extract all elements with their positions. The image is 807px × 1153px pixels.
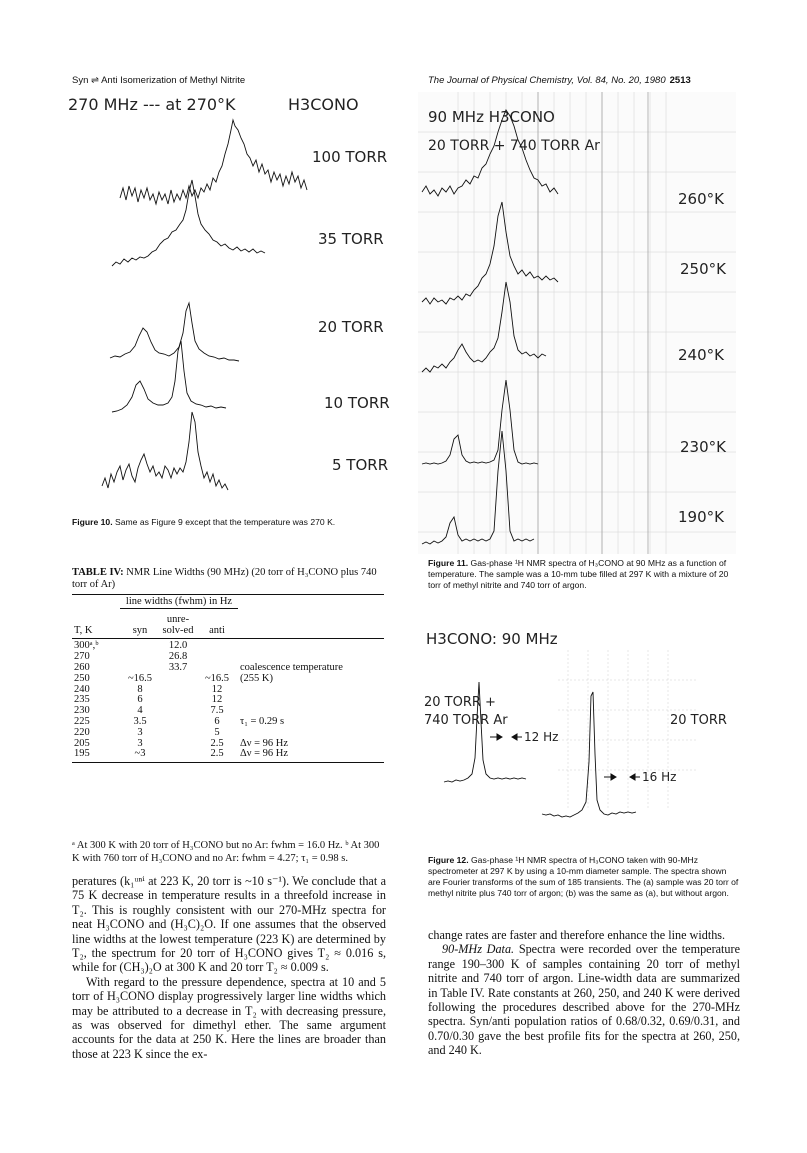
table-row bbox=[72, 739, 384, 750]
table-cell-anti: 2.5 bbox=[210, 748, 224, 760]
figure-11-temp-240: 240°K bbox=[678, 346, 724, 364]
table-cell-anti: 5 bbox=[214, 726, 220, 738]
table-cell-syn bbox=[120, 652, 160, 663]
table-cell-T: 250 bbox=[74, 672, 90, 684]
table-4-col-anti: anti bbox=[196, 608, 238, 639]
figure-11-sample: 20 TORR + 740 TORR Ar bbox=[428, 138, 600, 154]
figure-12-label-a-line1: 20 TORR + bbox=[424, 695, 496, 710]
right-column-text bbox=[428, 928, 740, 1058]
table-cell-T: 260 bbox=[74, 661, 90, 673]
table-cell-note bbox=[238, 639, 384, 652]
figure-11-caption-text: Gas-phase ¹H NMR spectra of H₃CONO at 90 MHz as a function of temperature. The sample was a 10-mm tube filled at 297 K with a mixture of 20 torr of methyl nitrite and 740 torr of argon. bbox=[428, 558, 729, 590]
table-cell-unres bbox=[160, 706, 196, 717]
figure-10-label-10-torr: 10 TORR bbox=[324, 394, 390, 412]
figure-11-temp-230: 230°K bbox=[680, 438, 726, 456]
table-row bbox=[72, 685, 384, 696]
figure-12-width-b: 16 Hz bbox=[642, 770, 677, 784]
table-cell-unres: 12.0 bbox=[168, 640, 188, 652]
page-number: 2513 bbox=[669, 75, 691, 86]
table-cell-note: Δν = 96 Hz bbox=[240, 737, 289, 749]
table-cell-anti: 6 bbox=[214, 715, 220, 727]
table-cell-anti: 12 bbox=[211, 694, 223, 706]
table-4-col-T: T, K bbox=[72, 608, 120, 639]
right-paragraph-2-text: Spectra were recorded over the temperature range 190–300 K of samples containing 20 torr of methyl nitrite and 740 torr of argon. Line-width data are summarized in Table IV. Rate constants at 260, 250, and 240 K were derived following the procedures described above for the 270-MHz spectra. Syn/anti population ratios of 0.68/0.32, 0.69/0.31, and 0.70/0.30 gave the best profile fits for the spectra at 260, 250, and 240 K. bbox=[428, 942, 740, 1058]
table-row bbox=[72, 695, 384, 706]
figure-12-label-a-line2: 740 TORR Ar bbox=[424, 713, 508, 728]
table-4-group-header: line widths (fwhm) in Hz bbox=[120, 595, 238, 608]
running-header-journal bbox=[428, 75, 691, 86]
right-paragraph-1: change rates are faster and therefore enhance the line widths. bbox=[428, 928, 726, 942]
figure-12-title: H3CONO: 90 MHz bbox=[426, 630, 558, 648]
table-4-grid bbox=[72, 595, 384, 762]
table-cell-T: 205 bbox=[74, 737, 90, 749]
table-cell-anti bbox=[196, 652, 238, 663]
table-cell-unres bbox=[160, 728, 196, 739]
table-cell-unres bbox=[160, 717, 196, 728]
figure-12-caption-label: Figure 12. bbox=[428, 855, 469, 865]
table-cell-syn: ~3 bbox=[134, 748, 146, 760]
table-cell-note bbox=[238, 695, 384, 706]
figure-12-width-a: 12 Hz bbox=[524, 730, 559, 744]
running-header-title: Syn ⇌ Anti Isomerization of Methyl Nitrite bbox=[72, 75, 246, 86]
table-cell-syn: 3 bbox=[137, 726, 143, 738]
table-4-footnote: ᵃ At 300 K with 20 torr of H₃CONO but no Ar: fwhm = 16.0 Hz. ᵇ At 300 K with 760 torr of H₃CONO and no Ar: fwhm = 4.27; τ₁ = 0.98 s. bbox=[72, 840, 380, 864]
table-row bbox=[72, 706, 384, 717]
table-cell-note: Δν = 96 Hz bbox=[240, 748, 289, 760]
table-row bbox=[72, 717, 384, 728]
table-cell-T: 195 bbox=[74, 748, 90, 760]
figure-10-caption-text: Same as Figure 9 except that the temperature was 270 K. bbox=[114, 517, 336, 527]
table-cell-unres bbox=[160, 749, 196, 762]
figure-10-compound: H3CONO bbox=[288, 95, 359, 114]
figure-10-label-35-torr: 35 TORR bbox=[318, 230, 384, 248]
table-cell-syn: 4 bbox=[137, 705, 143, 717]
table-4 bbox=[72, 594, 384, 763]
figure-11-caption bbox=[428, 558, 740, 591]
table-cell-T: 240 bbox=[74, 683, 90, 695]
table-4-label: TABLE IV: bbox=[72, 567, 124, 578]
table-cell-note: (255 K) bbox=[240, 672, 273, 684]
figure-10 bbox=[62, 88, 397, 508]
table-row bbox=[72, 749, 384, 762]
table-cell-anti bbox=[196, 639, 238, 652]
left-paragraph-1: peratures (k₁ᵘⁿⁱ at 223 K, 20 torr is ~10 s⁻¹). We conclude that a 75 K decrease in temperature results in a threefold increase in T₂. This is roughly consistent with our 270-MHz spectra for neat H₃CONO and (H₃C)₂O. If one assumes that the observed line widths at the lowest temperature (223 K) are determined by T₂, the spectrum for 20 torr of H₃CONO gives T₂ ≈ 0.016 s, while for (CH₃)₂O at 300 K and 20 torr T₂ ≈ 0.009 s. bbox=[72, 874, 386, 975]
table-cell-note bbox=[238, 685, 384, 696]
table-4-title bbox=[72, 567, 392, 591]
table-cell-note: coalescence temperature bbox=[240, 661, 343, 673]
table-cell-T: 270 bbox=[74, 651, 90, 663]
table-cell-syn: 3 bbox=[137, 737, 143, 749]
spectrum-5-torr bbox=[102, 412, 228, 490]
figure-10-caption bbox=[72, 517, 392, 528]
figure-10-label-20-torr: 20 TORR bbox=[318, 318, 384, 336]
right-paragraph-2-lead: 90-MHz Data. bbox=[442, 942, 515, 957]
table-4-title-text: NMR Line Widths (90 MHz) (20 torr of H₃CONO plus 740 torr of Ar) bbox=[72, 567, 377, 590]
table-4-col-unresolved: unre-solv-ed bbox=[160, 608, 196, 639]
table-cell-T: 300ᵃ,ᵇ bbox=[74, 640, 99, 652]
figure-11-caption-label: Figure 11. bbox=[428, 558, 469, 568]
spectrum-b-without-argon bbox=[542, 692, 636, 817]
figure-11-temp-190: 190°K bbox=[678, 508, 724, 526]
figure-11-temp-260: 260°K bbox=[678, 190, 724, 208]
figure-10-title: 270 MHz --- at 270°K bbox=[68, 95, 236, 114]
table-cell-syn bbox=[120, 639, 160, 652]
table-cell-T: 225 bbox=[74, 715, 90, 727]
figure-10-label-100-torr: 100 TORR bbox=[312, 148, 388, 166]
figure-12-caption-text: Gas-phase ¹H NMR spectra of H₃CONO taken with 90-MHz spectrometer at 297 K by using a 10-mm diameter sample. The spectra shown are Fourier transforms of the sum of 185 transients. The (a) sample was 20 torr of methyl nitrite plus 740 torr of argon; (b) was the same as (a), but without argon. bbox=[428, 855, 739, 898]
right-paragraph-2 bbox=[428, 942, 740, 1057]
table-cell-T: 235 bbox=[74, 694, 90, 706]
table-row bbox=[72, 728, 384, 739]
figure-10-caption-label: Figure 10. bbox=[72, 517, 113, 527]
table-cell-unres bbox=[160, 695, 196, 706]
table-cell-note bbox=[238, 728, 384, 739]
table-cell-syn: 3.5 bbox=[133, 715, 147, 727]
table-row bbox=[72, 674, 384, 685]
table-cell-T: 220 bbox=[74, 726, 90, 738]
spectrum-10-torr bbox=[112, 341, 226, 412]
journal-citation: The Journal of Physical Chemistry, Vol. 84, No. 20, 1980 bbox=[428, 75, 666, 86]
table-cell-unres: 26.8 bbox=[168, 651, 188, 663]
left-column-text bbox=[72, 874, 386, 1061]
table-cell-syn: 8 bbox=[137, 683, 143, 695]
table-cell-anti: 2.5 bbox=[210, 737, 224, 749]
table-cell-unres: 33.7 bbox=[168, 661, 188, 673]
table-cell-T: 230 bbox=[74, 705, 90, 717]
spectrum-20-torr bbox=[110, 303, 239, 361]
spectrum-35-torr bbox=[112, 180, 265, 266]
table-cell-note: τ₁ = 0.29 s bbox=[240, 715, 285, 727]
spectrum-100-torr bbox=[120, 120, 307, 204]
figure-12 bbox=[418, 620, 736, 840]
table-cell-unres bbox=[160, 674, 196, 685]
table-cell-unres bbox=[160, 739, 196, 750]
table-4-col-syn: syn bbox=[120, 608, 160, 639]
table-cell-anti: 12 bbox=[211, 683, 223, 695]
table-cell-syn: 6 bbox=[137, 694, 143, 706]
table-cell-unres bbox=[160, 685, 196, 696]
table-cell-syn: ~16.5 bbox=[127, 672, 153, 684]
table-cell-anti: ~16.5 bbox=[204, 672, 230, 684]
figure-12-caption bbox=[428, 855, 740, 899]
table-4-body bbox=[72, 639, 384, 762]
left-paragraph-2: With regard to the pressure dependence, spectra at 10 and 5 torr of H₃CONO display progressively larger line widths which may be attributed to a decrease in T₂ with decreasing pressure, as was observed for dimethyl ether. The same argument accounts for the data at 250 K. Here the lines are broader than those at 223 K since the ex- bbox=[72, 974, 386, 1061]
table-cell-anti: 7.5 bbox=[210, 705, 224, 717]
table-row bbox=[72, 639, 384, 652]
figure-11-temp-250: 250°K bbox=[680, 260, 726, 278]
figure-10-label-5-torr: 5 TORR bbox=[332, 456, 389, 474]
figure-12-label-b: 20 TORR bbox=[670, 713, 727, 728]
figure-12-grid bbox=[558, 650, 698, 810]
figure-11-title: 90 MHz H3CONO bbox=[428, 108, 555, 126]
figure-11 bbox=[418, 92, 736, 554]
